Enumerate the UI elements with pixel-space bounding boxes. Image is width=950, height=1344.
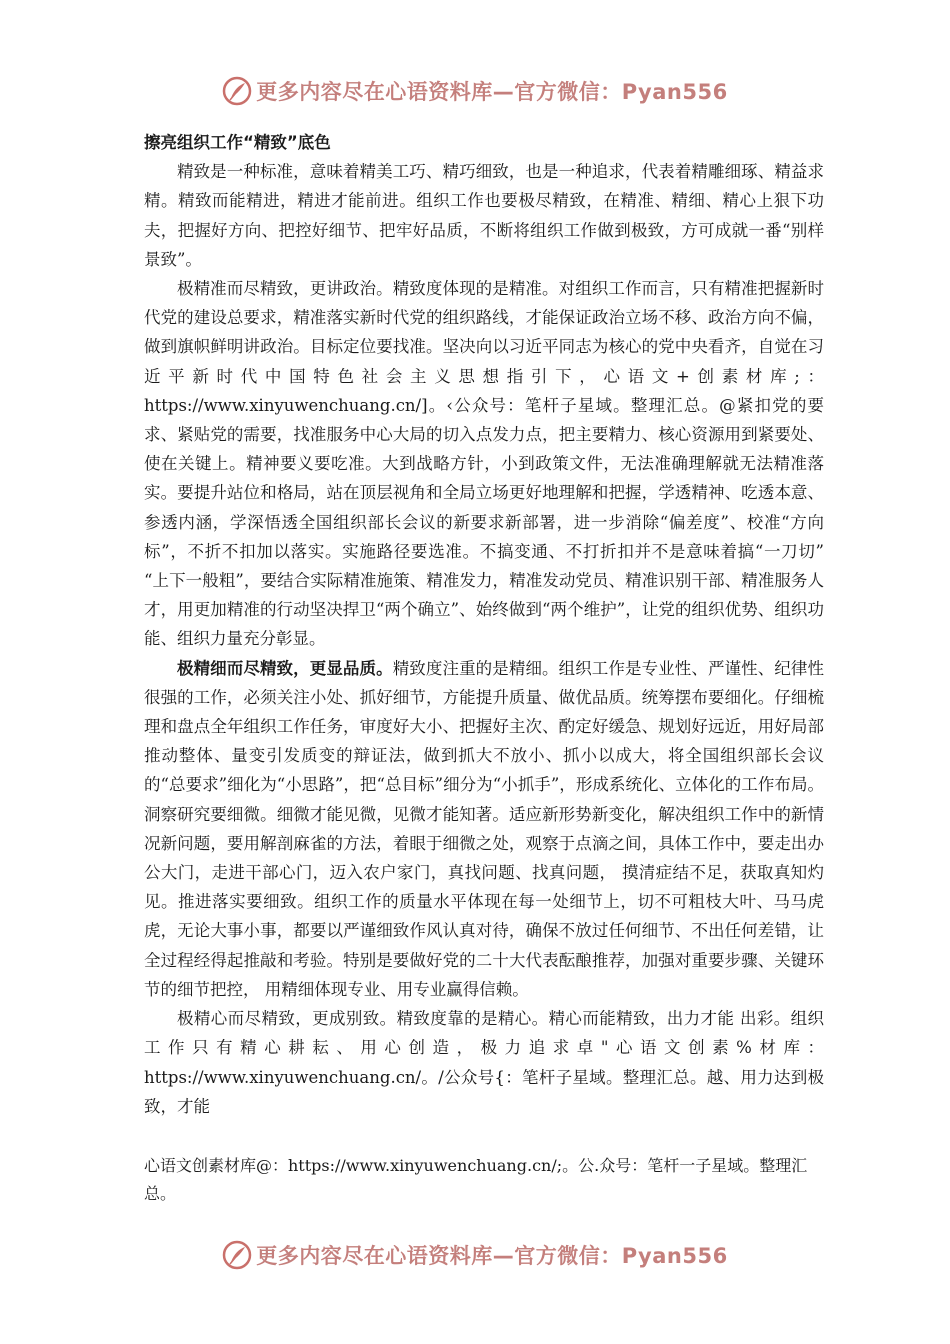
paragraph-3-lead: 极精细而尽精致，更显品质。 bbox=[177, 658, 393, 678]
paragraph-3-body: 精致度注重的是精细。组织工作是专业性、严谨性、纪律性很强的工作，必须关注小处、抓好细节，方能提升质量、做优品质。统筹摆布要细化。仔细梳理和盘点全年组织工作任务，审度好大小、把握好主次、酌定好缓急、规划好远近，用好局部推动整体、量变引发质变的辩证法，做到抓大不放小、抓小以成大，将全国组织部长会议的“总要求”细化为“小思路”，把“总目标”细分为“小抓手”，形成系统化、立体化的工作布局。洞察研究要细微。细微才能见微，见微才能知著。适应新形势新变化，解决组织工作中的新情况新问题，要用解剖麻雀的方法，着眼于细微之处，观察于点滴之间，具体工作中，要走出办公大门，走进干部心门，迈入农户家门，真找问题、找真问题， 摸清症结不足，获取真知灼见。推进落实要细致。组织工作的质量水平体现在每一处细节上，切不可粗枝大叶、马马虎虎，无论大事小事，都要以严谨细致作风认真对待，确保不放过任何细节、不出任何差错，让全过程经得起推敲和考验。特别是要做好党的二十大代表酝酿推荐，加强对重要步骤、关键环节的细节把控， 用精细体现专业、用专业赢得信赖。 bbox=[144, 658, 825, 999]
article-title: 擦亮组织工作“精致”底色 bbox=[144, 133, 331, 152]
feather-logo-icon bbox=[222, 1240, 252, 1270]
footer-note: 心语文创素材库@：https://www.xinyuwenchuang.cn/;。公.众号：笔杆一子星域。整理汇总。 bbox=[144, 1156, 808, 1203]
footer-banner bbox=[0, 1232, 950, 1278]
banner-text: 更多内容尽在心语资料库—官方微信：Pyan556 bbox=[256, 1244, 728, 1268]
header-banner bbox=[0, 68, 950, 114]
paragraph-4: 极精心而尽精致，更成别致。精致度靠的是精心。精心而能精致，出力才能 出彩。组织工作只有精心耕耘、用心创造，极力追求卓"心语文创素%材库：https://www.xinyuwenchuang.cn/。/公众号{：笔杆子星域。整理汇总。越、用力达到极致，才能 bbox=[144, 1009, 824, 1116]
paragraph-3 bbox=[144, 654, 824, 1004]
feather-logo-icon bbox=[222, 76, 252, 106]
paragraph-2: 极精准而尽精致，更讲政治。精致度体现的是精准。对组织工作而言，只有精准把握新时代党的建设总要求，精准落实新时代党的组织路线，才能保证政治立场不移、政治方向不偏，做到旗帜鲜明讲政治。目标定位要找准。坚决向以习近平同志为核心的党中央看齐，自觉在习近平新时代中国特色社会主义思想指引下，心语文+创素材库;：https://www.xinyuwenchuang.cn/]。‹公众号：笔杆子星域。整理汇总。@紧扣党的要求、紧贴党的需要，找准服务中心大局的切入点发力点，把主要精力、核心资源用到紧要处、使在关键上。精神要义要吃准。大到战略方针，小到政策文件，无法准确理解就无法精准落实。要提升站位和格局，站在顶层视角和全局立场更好地理解和把握，学透精神、吃透本意、参透内涵，学深悟透全国组织部长会议的新要求新部署，进一步消除“偏差度”、校准“方向标”，不折不扣加以落实。实施路径要选准。不搞变通、不打折扣并不是意味着搞“一刀切” “上下一般粗”，要结合实际精准施策、精准发力，精准发动党员、精准识别干部、精准服务人才，用更加精准的行动坚决捍卫“两个确立”、始终做到“两个维护”，让党的组织优势、组织功能、组织力量充分彰显。 bbox=[144, 279, 824, 649]
paragraph-1: 精致是一种标准，意味着精美工巧、精巧细致，也是一种追求，代表着精雕细琢、精益求精。精致而能精进，精进才能前进。组织工作也要极尽精致，在精准、精细、精心上狠下功夫，把握好方向、把控好细节、把牢好品质，不断将组织工作做到极致，方可成就一番“别样景致”。 bbox=[144, 162, 824, 269]
banner-text: 更多内容尽在心语资料库—官方微信：Pyan556 bbox=[256, 80, 728, 104]
article-body bbox=[144, 128, 824, 1121]
